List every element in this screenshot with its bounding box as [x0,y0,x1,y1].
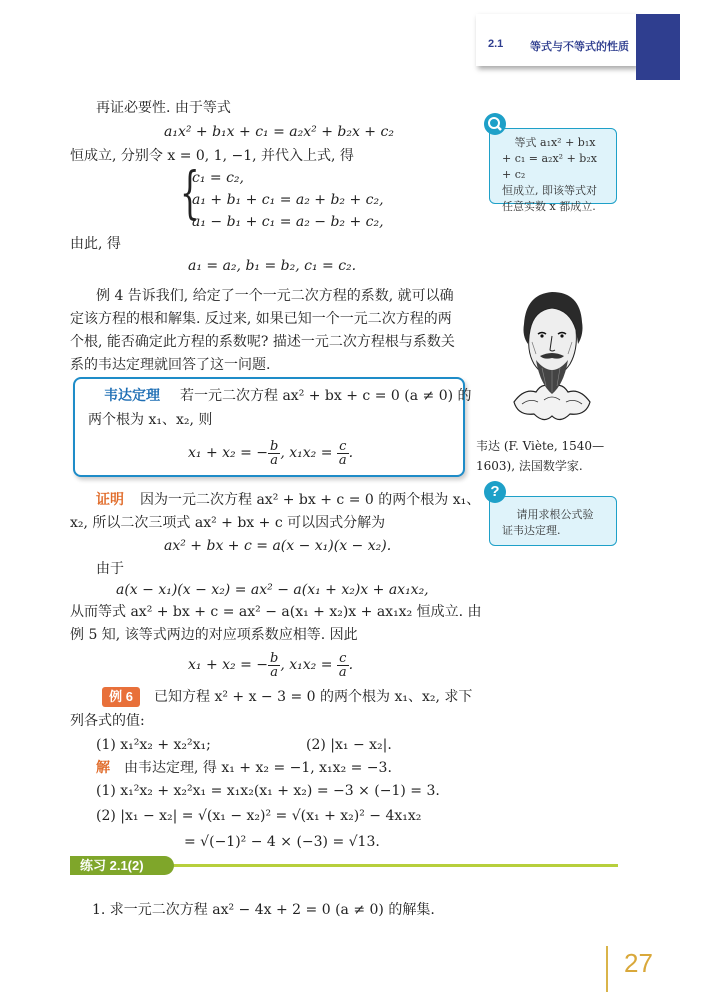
identity-equation: a₁x² + b₁x + c₁ = a₂x² + b₂x + c₂ [164,124,394,140]
portrait-caption-2: 1603), 法国数学家. [476,459,583,473]
solution-2a: (2) |x₁ − x₂| = √(x₁ − x₂)² = √(x₁ + x₂)² − 4x₁x₂ [96,808,422,824]
hence-equation: a₁ = a₂, b₁ = b₂, c₁ = c₂. [188,258,357,274]
proof-label: 证明 [96,492,124,508]
solution-2b: = √(−1)² − 4 × (−3) = √13. [184,834,380,850]
paragraph-line: 个根, 能否确定此方程的系数呢? 描述一元二次方程根与系数关 [70,334,455,350]
note-line: 请用求根公式验 [516,508,594,521]
header-tab [636,14,680,80]
note-line: 证韦达定理. [502,524,561,537]
system-eq-1: c₁ = c₂, [192,170,244,186]
proof-result: x₁ + x₂ = − $\frac{b}{a}$ , x₁x₂ = $\frac{c}{a}$ . [188,650,354,680]
theorem-label: 韦达定理 [104,388,160,404]
fraction-b-over-a: $\frac{b}{a}$ [270,438,279,468]
fraction-c-over-a: $\frac{c}{a}$ [338,438,347,468]
note-line: 恒成立, 即该等式对 [502,184,597,197]
exercise-tag: 练习 2.1(2) [70,856,174,875]
solution-label: 解 [96,760,110,776]
question-2: (2) |x₁ − x₂|. [306,737,392,753]
paragraph-line: 系的韦达定理就回答了这一问题. [70,357,271,373]
system-brace: { [180,161,200,226]
fraction-b-over-a: $\frac{b}{a}$ [270,650,279,680]
theorem-statement: 若一元二次方程 ax² + bx + c = 0 (a ≠ 0) 的 [180,388,472,404]
example-badge: 例 6 [102,687,140,707]
hence-label: 由此, 得 [70,236,121,252]
section-number: 2.1 [488,38,504,50]
question-icon: ? [484,481,506,503]
system-eq-2: a₁ + b₁ + c₁ = a₂ + b₂ + c₂, [192,192,384,208]
since-label: 由于 [96,561,124,577]
question-1: (1) x₁²x₂ + x₂²x₁; [96,737,211,753]
search-icon [484,113,506,135]
proof-line-4: 例 5 知, 该等式两边的对应项系数应相等. 因此 [70,627,358,643]
proof-line-3: 从而等式 ax² + bx + c = ax² − a(x₁ + x₂)x + ax₁x₂ 恒成立. 由 [70,604,482,620]
theorem-formula: x₁ + x₂ = − $\frac{b}{a}$ , x₁x₂ = $\frac{c}{a}$ . [188,438,354,468]
expand-equation: a(x − x₁)(x − x₂) = ax² − a(x₁ + x₂)x + ax₁x₂, [116,582,429,598]
side-note-verify [489,496,617,546]
page-number: 27 [624,948,653,978]
exercise-question-1: 1. 求一元二次方程 ax² − 4x + 2 = 0 (a ≠ 0) 的解集. [92,902,435,918]
side-note-identity [489,128,617,213]
solution-1: (1) x₁²x₂ + x₂²x₁ = x₁x₂(x₁ + x₂) = −3 × (−1) = 3. [96,783,440,799]
example-line-2: 列各式的值: [70,713,145,729]
example-line-1: 已知方程 x² + x − 3 = 0 的两个根为 x₁、x₂, 求下 [154,689,473,705]
section-title: 等式与不等式的性质 [530,41,629,53]
solution-intro: 由韦达定理, 得 x₁ + x₂ = −1, x₁x₂ = −3. [124,760,392,776]
page-number-rule [606,946,608,992]
paragraph-line: 例 4 告诉我们, 给定了一个一元二次方程的系数, 就可以确 [96,288,454,304]
system-eq-3: a₁ − b₁ + c₁ = a₂ − b₂ + c₂, [192,214,384,230]
factor-equation: ax² + bx + c = a(x − x₁)(x − x₂). [164,538,392,554]
portrait-caption-1: 韦达 (F. Viète, 1540— [476,439,605,453]
proof-line-2: x₂, 所以二次三项式 ax² + bx + c 可以因式分解为 [70,515,386,531]
fraction-c-over-a: $\frac{c}{a}$ [338,650,347,680]
paragraph-line: 定该方程的根和解集. 反过来, 如果已知一个一元二次方程的两 [70,311,452,327]
intro-sentence: 再证必要性. 由于等式 [96,100,231,116]
vieta-portrait [494,284,610,428]
theorem-roots: 两个根为 x₁、x₂, 则 [88,412,213,428]
note-line: 任意实数 x 都成立. [502,200,596,213]
note-line: + c₁ = a₂x² + b₂x + c₂ [502,152,597,181]
proof-line-1: 因为一元二次方程 ax² + bx + c = 0 的两个根为 x₁、 [140,492,481,508]
note-line: 等式 a₁x² + b₁x [514,136,596,149]
substitution-sentence: 恒成立, 分别令 x = 0, 1, −1, 并代入上式, 得 [70,148,354,164]
